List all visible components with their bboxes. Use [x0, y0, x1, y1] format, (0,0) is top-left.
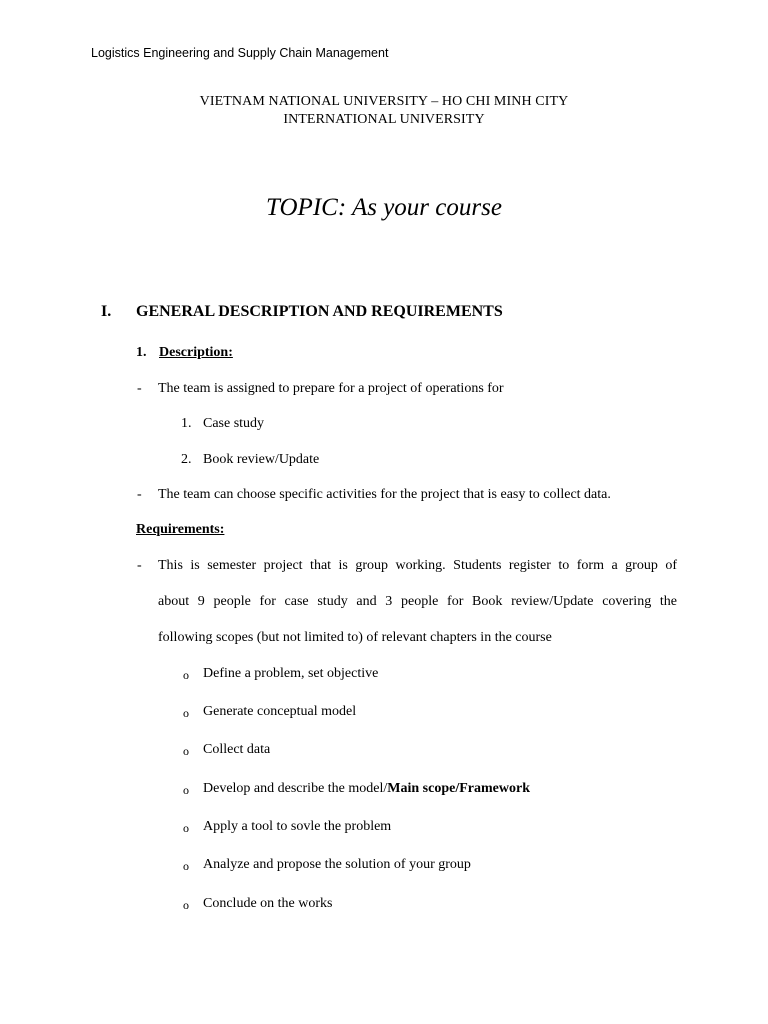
section-number: I.: [101, 303, 112, 320]
section-title: GENERAL DESCRIPTION AND REQUIREMENTS: [136, 303, 503, 320]
dash-marker: -: [137, 487, 142, 502]
bullet-item: Collect data: [203, 742, 271, 757]
bullet-item: [203, 781, 530, 797]
requirements-paragraph-line-1: This is semester project that is group working. Students register to form a group of: [158, 558, 677, 573]
list-item-text: Book review/Update: [203, 452, 320, 467]
list-item-number: 1.: [181, 416, 192, 431]
bullet-marker: o: [183, 668, 189, 682]
university-name: VIETNAM NATIONAL UNIVERSITY – HO CHI MINH CITY: [199, 94, 569, 109]
page-header-title: Logistics Engineering and Supply Chain Management: [91, 46, 389, 60]
bullet-item: Apply a tool to sovle the problem: [203, 819, 392, 834]
dash-marker: -: [137, 558, 142, 573]
bullet-item: Generate conceptual model: [203, 704, 357, 719]
description-line-2: The team can choose specific activities for the project that is easy to collect data.: [158, 487, 611, 502]
bullet-item: Analyze and propose the solution of your group: [203, 857, 471, 872]
university-subname: INTERNATIONAL UNIVERSITY: [283, 112, 485, 127]
bullet-marker: o: [183, 898, 189, 912]
bullet-marker: o: [183, 783, 189, 797]
bullet-item: Conclude on the works: [203, 896, 333, 911]
bullet-item-text: Develop and describe the model/: [203, 781, 388, 796]
description-line-1: The team is assigned to prepare for a project of operations for: [158, 381, 504, 396]
list-item-number: 2.: [181, 452, 192, 467]
dash-marker: -: [137, 381, 142, 396]
bullet-marker: o: [183, 706, 189, 720]
description-number: 1.: [136, 345, 147, 360]
bullet-marker: o: [183, 744, 189, 758]
requirements-paragraph-line-2: about 9 people for case study and 3 people for Book review/Update covering the: [158, 594, 677, 609]
requirements-paragraph-line-3: following scopes (but not limited to) of relevant chapters in the course: [158, 630, 552, 645]
bullet-marker: o: [183, 859, 189, 873]
bullet-marker: o: [183, 821, 189, 835]
list-item-text: Case study: [203, 416, 265, 431]
description-heading: Description:: [159, 345, 233, 360]
bullet-item-bold: Main scope/Framework: [387, 781, 530, 796]
topic-title: TOPIC: As your course: [266, 194, 502, 221]
requirements-heading: Requirements:: [136, 522, 225, 537]
bullet-item: Define a problem, set objective: [203, 666, 379, 681]
